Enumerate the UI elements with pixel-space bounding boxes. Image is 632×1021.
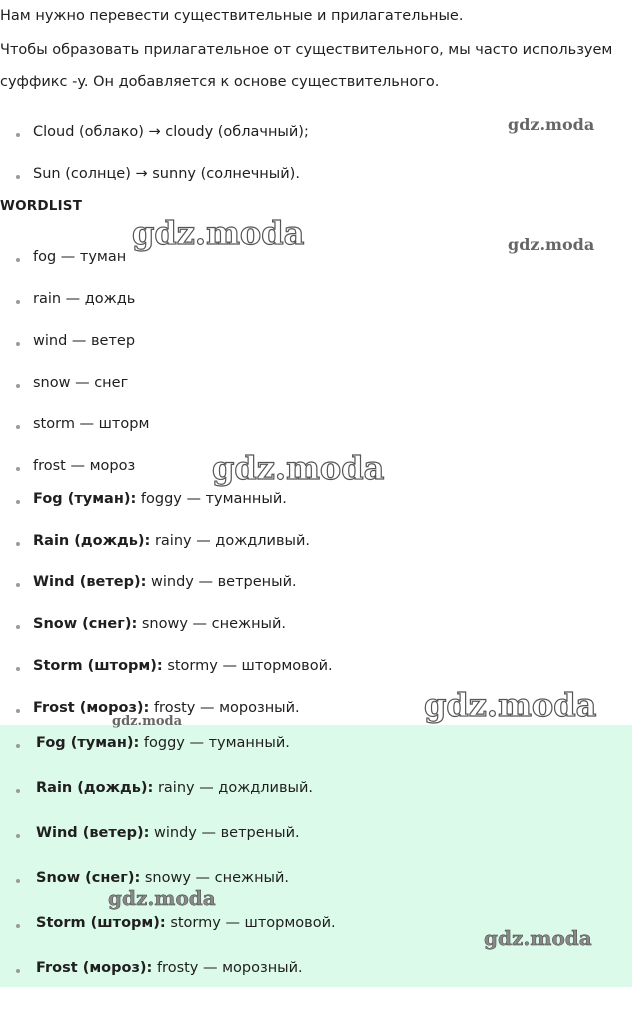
bullet-icon <box>16 175 20 179</box>
bullet-icon <box>16 342 20 346</box>
bullet-icon <box>16 924 20 928</box>
bullet-icon <box>16 969 20 973</box>
intro-line-3: суффикс -y. Он добавляется к основе существительного. <box>0 74 440 90</box>
bullet-icon <box>16 500 20 504</box>
bullet-icon <box>16 425 20 429</box>
watermark: gdz.moda <box>112 714 183 729</box>
bullet-icon <box>16 467 20 471</box>
bullet-icon <box>16 709 20 713</box>
bullet-icon <box>16 258 20 262</box>
bullet-icon <box>16 879 20 883</box>
intro-line-1: Нам нужно перевести существительные и прилагательные. <box>0 8 464 24</box>
bullet-icon <box>16 789 20 793</box>
answer-box: Fog (туман): foggy — туманный. Rain (дождь): rainy — дождливый. Wind (ветер): windy — ветреный. Snow (снег): snowy — снежный. Storm (шторм): stormy — штормовой. Frost (мороз): frosty — морозный. <box>0 725 632 987</box>
bullet-icon <box>16 133 20 137</box>
bullet-icon <box>16 667 20 671</box>
bullet-icon <box>16 300 20 304</box>
bullet-icon <box>16 834 20 838</box>
watermark: gdz.moda <box>424 686 597 724</box>
watermark: gdz.moda <box>212 449 385 487</box>
watermark: gdz.moda <box>484 926 592 950</box>
watermark: gdz.moda <box>508 235 595 254</box>
watermark: gdz.moda <box>132 214 305 252</box>
bullet-icon <box>16 542 20 546</box>
watermark: gdz.moda <box>108 886 216 910</box>
wordlist-heading: WORDLIST <box>0 198 83 214</box>
bullet-icon <box>16 384 20 388</box>
bullet-icon <box>16 744 20 748</box>
intro-line-2: Чтобы образовать прилагательное от существительного, мы часто используем <box>0 42 613 58</box>
watermark: gdz.moda <box>508 115 595 134</box>
bullet-icon <box>16 625 20 629</box>
bullet-icon <box>16 583 20 587</box>
